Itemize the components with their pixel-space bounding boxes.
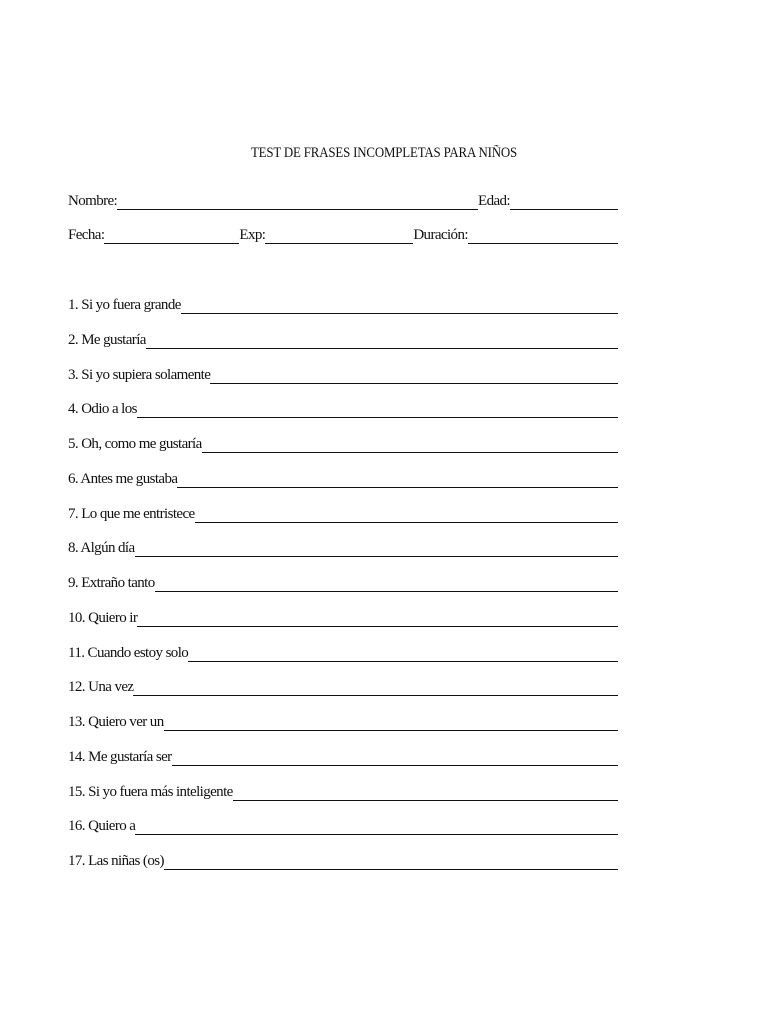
fecha-field-line[interactable] (104, 243, 239, 244)
nombre-label: Nombre: (68, 193, 118, 209)
sentence-item (68, 399, 618, 419)
sentence-prompt: 6. Antes me gustaba (68, 470, 178, 487)
answer-line[interactable] (195, 522, 618, 523)
sentence-prompt: 11. Cuando estoy solo (68, 644, 189, 661)
answer-line[interactable] (188, 661, 618, 662)
sentence-prompt: 12. Una vez (68, 679, 134, 696)
sentence-prompt: 5. Oh, como me gustaría (68, 436, 202, 452)
answer-line[interactable] (155, 591, 618, 592)
answer-line[interactable] (135, 834, 618, 835)
sentence-prompt: 8. Algún día (68, 540, 135, 557)
sentence-item (68, 782, 618, 802)
exp-field-line[interactable] (265, 243, 413, 244)
sentence-item (68, 643, 618, 663)
answer-line[interactable] (233, 800, 618, 801)
sentence-prompt: 1. Si yo fuera grande (68, 297, 181, 313)
answer-line[interactable] (210, 383, 618, 384)
sentence-prompt: 7. Lo que me entristece (68, 505, 195, 522)
document-title: TEST DE FRASES INCOMPLETAS PARA NIÑOS (250, 145, 518, 161)
sentence-prompt: 17. Las niñas (os) (68, 853, 164, 869)
answer-line[interactable] (146, 348, 618, 349)
sentence-item (68, 538, 618, 558)
fecha-label: Fecha: (68, 227, 105, 243)
answer-line[interactable] (164, 730, 618, 731)
answer-line[interactable] (137, 417, 618, 418)
sentence-item (68, 816, 618, 836)
sentence-prompt: 3. Si yo supiera solamente (68, 366, 211, 383)
answer-line[interactable] (164, 869, 618, 870)
edad-label: Edad: (478, 193, 510, 209)
sentence-item (68, 330, 618, 350)
answer-line[interactable] (202, 452, 618, 453)
fecha-exp-duracion-row (68, 225, 618, 245)
sentence-item (68, 434, 618, 454)
answer-line[interactable] (133, 695, 618, 696)
sentence-prompt: 14. Me gustaría ser (68, 748, 172, 765)
answer-line[interactable] (172, 765, 618, 766)
sentence-item (68, 504, 618, 524)
nombre-edad-row (68, 191, 618, 211)
sentence-item (68, 677, 618, 697)
answer-line[interactable] (137, 626, 618, 627)
sentence-item (68, 851, 618, 871)
sentence-item (68, 573, 618, 593)
sentence-item (68, 747, 618, 767)
sentence-item (68, 469, 618, 489)
sentence-item (68, 608, 618, 628)
sentence-prompt: 10. Quiero ir (68, 609, 138, 626)
duracion-label: Duración: (413, 227, 468, 243)
sentence-prompt: 16. Quiero a (68, 818, 136, 835)
answer-line[interactable] (177, 487, 618, 488)
sentence-item (68, 712, 618, 732)
sentence-prompt: 4. Odio a los (68, 401, 137, 418)
exp-label: Exp: (239, 227, 266, 243)
answer-line[interactable] (135, 556, 618, 557)
answer-line[interactable] (181, 313, 618, 314)
sentence-prompt: 13. Quiero ver un (68, 714, 164, 730)
sentence-prompt: 9. Extraño tanto (68, 575, 155, 591)
sentence-item (68, 295, 618, 315)
sentence-prompt: 15. Si yo fuera más inteligente (68, 783, 233, 800)
sentence-prompt: 2. Me gustaría (68, 331, 146, 348)
edad-field-line[interactable] (510, 209, 618, 210)
nombre-field-line[interactable] (117, 209, 478, 210)
sentence-item (68, 365, 618, 385)
duracion-field-line[interactable] (468, 243, 618, 244)
